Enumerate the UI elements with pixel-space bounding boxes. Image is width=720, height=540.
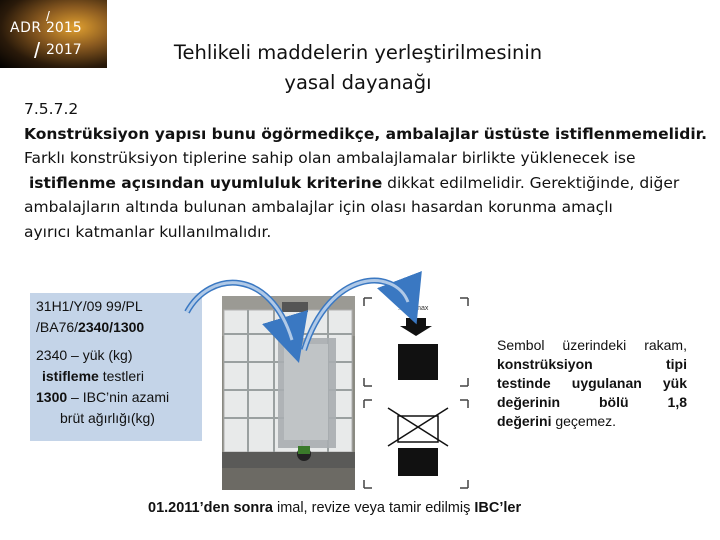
page-title	[148, 38, 568, 98]
title-line-2: yasal dayanağı	[284, 71, 432, 94]
paragraph-line-5: ayırıcı katmanlar kullanılmalıdır.	[24, 222, 272, 241]
explanation-bold: konstrüksiyon tipi	[497, 356, 687, 372]
explanation-text: geçemez.	[551, 413, 617, 429]
explanation-line-4	[497, 393, 687, 412]
paragraph-bold-text: istiflenme açısından uyumluluk kriterine	[28, 173, 383, 192]
section-number: 7.5.7.2	[24, 100, 79, 118]
load-label: – yük (kg)	[67, 347, 133, 363]
logo-adr-text: ADR	[10, 20, 42, 36]
explanation-line-1: Sembol üzerindeki rakam,	[497, 337, 687, 353]
paragraph-line-3	[24, 171, 704, 196]
explanation-bold: değerinin bölü 1,8	[497, 394, 687, 410]
ibc-bold: IBC’ler	[474, 500, 522, 516]
logo-slash-decoration: /	[34, 38, 41, 63]
paragraph-text: dikkat edilmelidir. Gerektiğinde, diğer	[382, 173, 680, 192]
explanation-bold: testinde uygulanan yük	[497, 375, 687, 391]
explanation-line-5	[497, 412, 687, 431]
stacking-symbol-panel	[360, 296, 472, 490]
ibc-container-photo	[222, 296, 355, 490]
regulation-text	[24, 97, 707, 244]
gross-weight-label: – IBC’nin azami	[67, 389, 170, 405]
kg-max-label: ... kg max	[398, 305, 429, 312]
test-label: testleri	[98, 368, 144, 384]
paragraph-line-2: Farklı konstrüksiyon tiplerine sahip olan ambalajlamalar birlikte yüklenecek ise	[24, 149, 636, 167]
manufacturing-date-note	[148, 500, 521, 516]
logo-slash-decoration: /	[46, 8, 50, 24]
load-value: 2340	[36, 347, 68, 363]
logo-year-start: 2015	[46, 20, 82, 36]
marking-code-line-2	[36, 319, 144, 335]
explanation-line-2	[497, 355, 687, 374]
marking-code-part: /BA76/	[36, 319, 79, 335]
gross-weight-line	[36, 389, 169, 405]
marking-code-highlight: 2340/1300	[78, 319, 145, 335]
logo-year-end: 2017	[46, 42, 82, 58]
marking-explanation-box	[30, 293, 202, 441]
not-stackable-symbol	[364, 400, 468, 488]
title-line-1: Tehlikeli maddelerin yerleştirilmesinin	[173, 41, 543, 64]
marking-code-line-1: 31H1/Y/09 99/PL	[36, 298, 143, 314]
symbol-explanation	[497, 336, 687, 431]
gross-weight-unit-line: brüt ağırlığı(kg)	[60, 410, 155, 426]
stacking-test-line	[42, 368, 144, 384]
explanation-line-3	[497, 374, 687, 393]
paragraph-bold-text: Konstrüksiyon yapısı bunu ögörmedikçe, ambalajlar üstüste istiflenmemelidir.	[24, 124, 707, 143]
gross-weight-value: 1300	[36, 389, 68, 405]
explanation-bold: değerini	[497, 413, 552, 429]
stacking-word: istifleme	[42, 368, 99, 384]
paragraph-line-1	[24, 122, 707, 147]
note-text: imal, revize veya tamir edilmiş	[272, 500, 475, 516]
max-load-stacking-symbol	[364, 298, 468, 386]
date-bold: 01.2011’den sonra	[148, 500, 273, 516]
adr-logo	[0, 0, 107, 68]
paragraph-line-4: ambalajların altında bulunan ambalajlar için olası hasardan korunma amaçlı	[24, 198, 613, 216]
load-note-line	[36, 347, 133, 363]
